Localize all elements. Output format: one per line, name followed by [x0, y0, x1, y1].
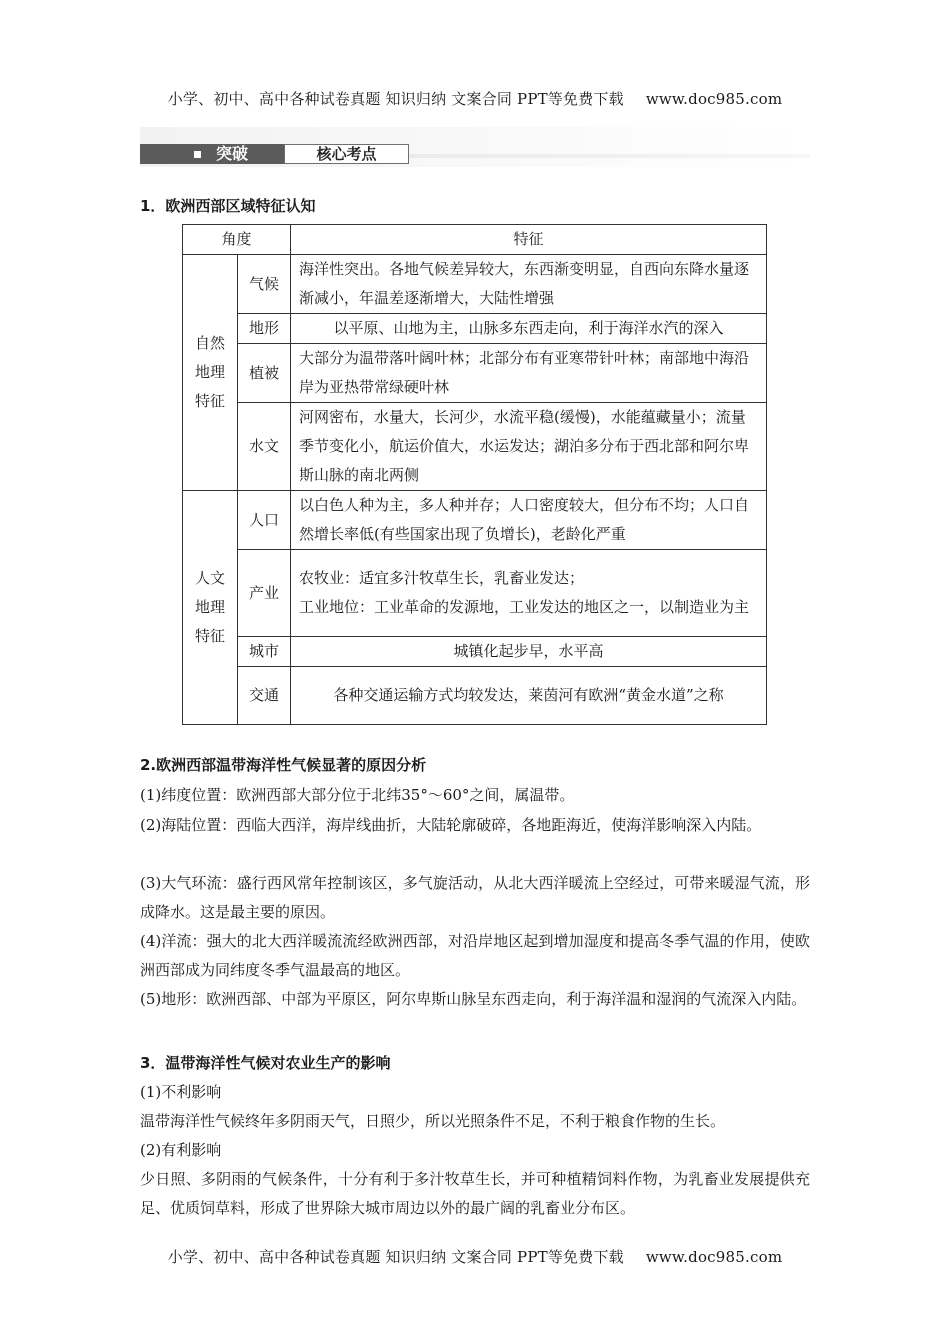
- feature-line: 工业地位：工业革命的发源地，工业发达的地区之一，以制造业为主: [299, 598, 750, 616]
- group-natural: 自然地理特征: [183, 255, 238, 491]
- banner-left-tab: [140, 144, 284, 164]
- square-bullet-icon: [194, 151, 201, 158]
- section-banner: [140, 127, 810, 167]
- table-row: [183, 403, 767, 491]
- row-aspect: 城市: [238, 637, 291, 667]
- section-2-item: (3)大气环流：盛行西风常年控制该区，多气旋活动，从北大西洋暖流上空经过，可带来暖湿气流，形成降水。这是最主要的原因。: [140, 874, 810, 921]
- section-2-item: (5)地形：欧洲西部、中部为平原区，阿尔卑斯山脉呈东西走向，利于海洋温和湿润的气流深入内陆。: [140, 990, 807, 1008]
- section-3-title: 3．温带海洋性气候对农业生产的影响: [140, 1054, 391, 1072]
- header-angle: 角度: [183, 225, 291, 255]
- row-aspect: 产业: [238, 550, 291, 637]
- banner-left-label: 突破: [216, 144, 249, 163]
- row-aspect: 地形: [238, 314, 291, 344]
- section-2-title: 2.欧洲西部温带海洋性气候显著的原因分析: [140, 756, 427, 774]
- header-feature: 特征: [291, 225, 767, 255]
- table-row: [183, 314, 767, 344]
- row-feature: 以白色人种为主，多人种并存；人口密度较大，但分布不均；人口自然增长率低(有些国家出现了负增长)，老龄化严重: [291, 491, 767, 550]
- section-3-sub-1: (1)不利影响: [140, 1083, 222, 1101]
- row-feature: 城镇化起步早，水平高: [291, 637, 767, 667]
- page-footer: [0, 1246, 950, 1267]
- group-human: 人文地理特征: [183, 491, 238, 725]
- section-2-item: (2)海陆位置：西临大西洋，海岸线曲折，大陆轮廓破碎，各地距海近，使海洋影响深入内陆。: [140, 816, 762, 834]
- row-feature: [291, 550, 767, 637]
- section-1-title: 1．欧洲西部区域特征认知: [140, 197, 316, 215]
- table-row: [183, 255, 767, 314]
- footer-text: 小学、初中、高中各种试卷真题 知识归纳 文案合同 PPT等免费下载: [167, 1248, 624, 1266]
- header-url[interactable]: www.doc985.com: [645, 90, 783, 108]
- banner-right-label: 核心考点: [284, 144, 409, 164]
- row-aspect: 人口: [238, 491, 291, 550]
- row-feature: 各种交通运输方式均较发达，莱茵河有欧洲“黄金水道”之称: [291, 667, 767, 725]
- table-row: [183, 637, 767, 667]
- row-feature: 大部分为温带落叶阔叶林；北部分布有亚寒带针叶林；南部地中海沿岸为亚热带常绿硬叶林: [291, 344, 767, 403]
- row-aspect: 植被: [238, 344, 291, 403]
- page-header: [0, 88, 950, 109]
- row-feature: 海洋性突出。各地气候差异较大，东西渐变明显，自西向东降水量逐渐减小，年温差逐渐增大，大陆性增强: [291, 255, 767, 314]
- feature-line: 农牧业：适宜多汁牧草生长，乳畜业发达；: [299, 569, 585, 587]
- row-feature: 河网密布，水量大，长河少，水流平稳(缓慢)，水能蕴藏量小；流量季节变化小，航运价值大，水运发达；湖泊多分布于西北部和阿尔卑斯山脉的南北两侧: [291, 403, 767, 491]
- table-row: [183, 667, 767, 725]
- table-header-row: [183, 225, 767, 255]
- row-feature: 以平原、山地为主，山脉多东西走向，利于海洋水汽的深入: [291, 314, 767, 344]
- section-2-item: (4)洋流：强大的北大西洋暖流流经欧洲西部，对沿岸地区起到增加湿度和提高冬季气温的作用，使欧洲西部成为同纬度冬季气温最高的地区。: [140, 932, 810, 979]
- section-3-sub-2: (2)有利影响: [140, 1141, 222, 1159]
- table-row: [183, 491, 767, 550]
- feature-table: [182, 224, 767, 725]
- header-text: 小学、初中、高中各种试卷真题 知识归纳 文案合同 PPT等免费下载: [167, 90, 624, 108]
- section-3-text-2: 少日照、多阴雨的气候条件，十分有利于多汁牧草生长，并可种植精饲料作物，为乳畜业发展提供充足、优质饲草料，形成了世界除大城市周边以外的最广阔的乳畜业分布区。: [140, 1170, 810, 1217]
- row-aspect: 水文: [238, 403, 291, 491]
- row-aspect: 交通: [238, 667, 291, 725]
- table-row: [183, 344, 767, 403]
- section-2-item: (1)纬度位置：欧洲西部大部分位于北纬35°～60°之间，属温带。: [140, 786, 575, 804]
- row-aspect: 气候: [238, 255, 291, 314]
- footer-url[interactable]: www.doc985.com: [645, 1248, 783, 1266]
- section-3-text-1: 温带海洋性气候终年多阴雨天气，日照少，所以光照条件不足，不利于粮食作物的生长。: [140, 1112, 726, 1130]
- table-row: [183, 550, 767, 637]
